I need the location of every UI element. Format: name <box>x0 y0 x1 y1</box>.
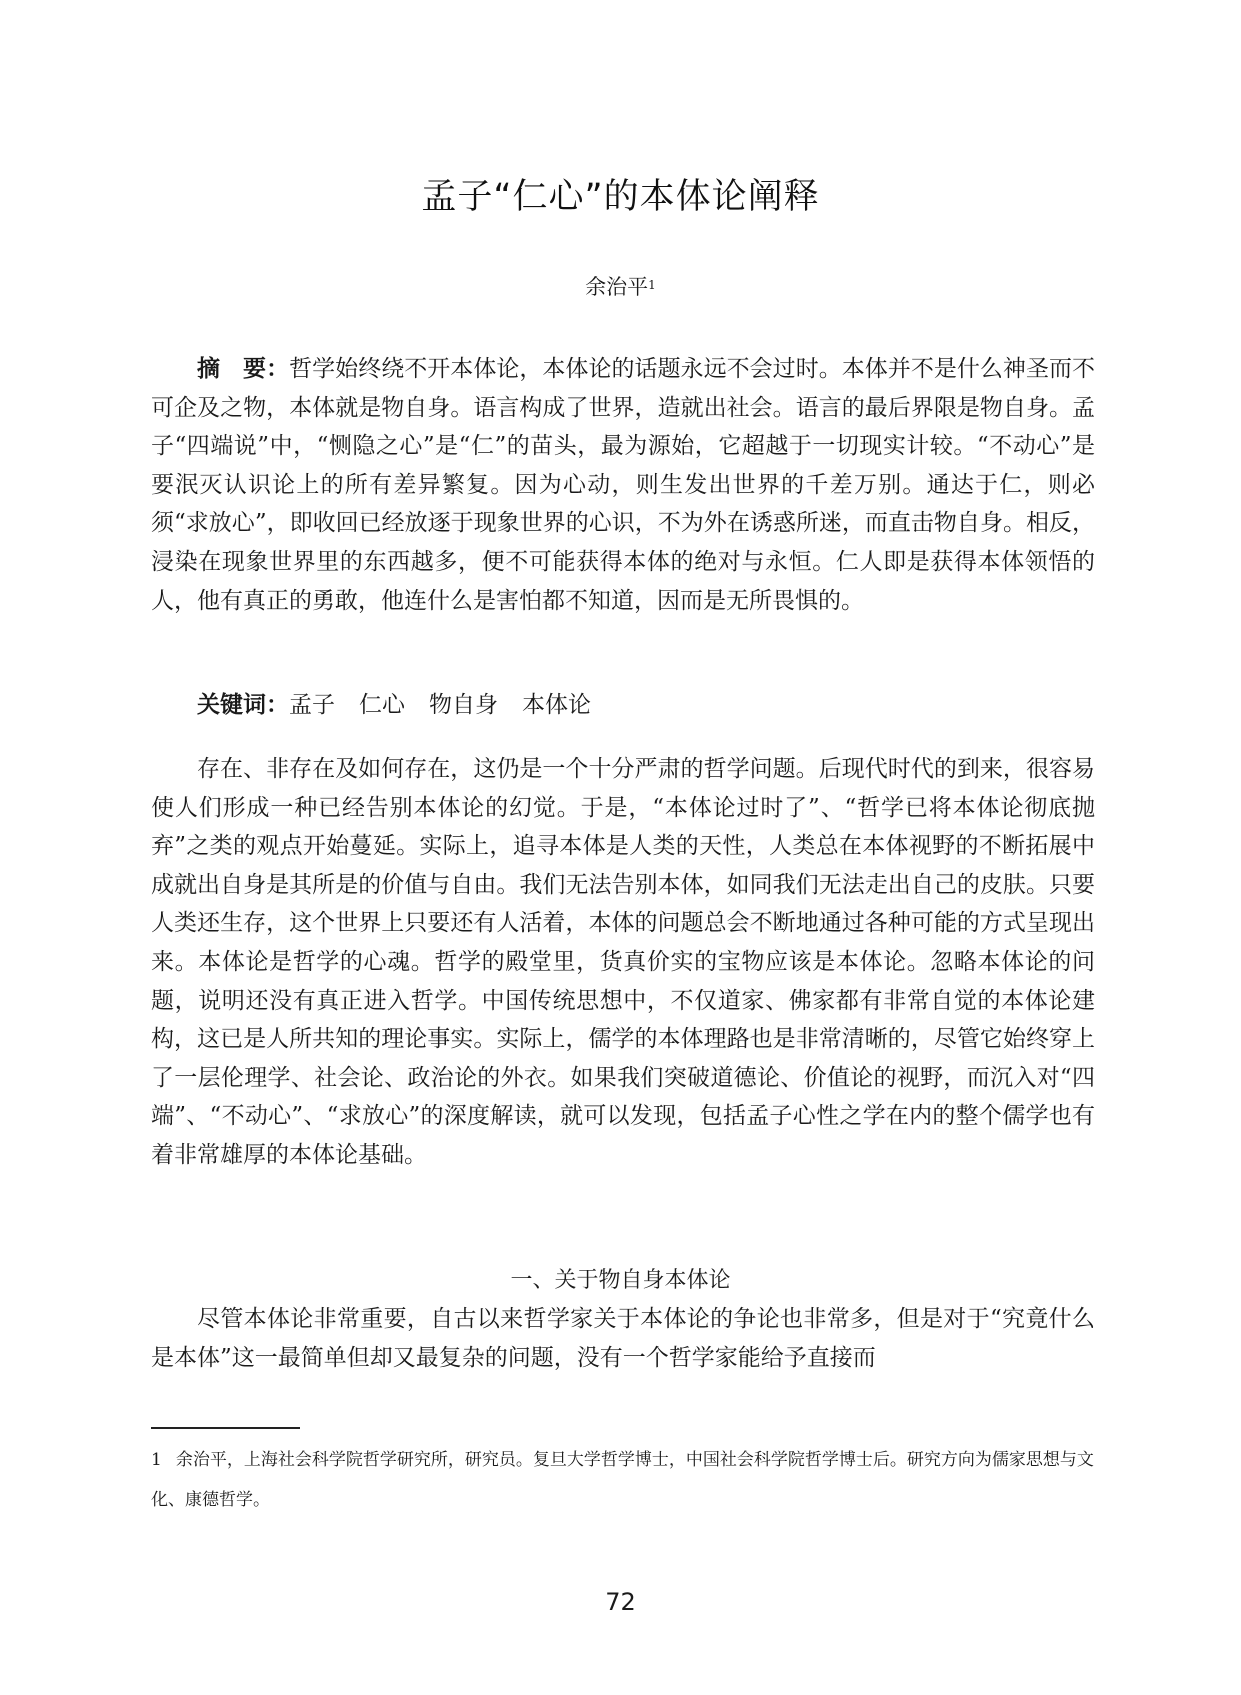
section-paragraph: 尽管本体论非常重要，自古以来哲学家关于本体论的争论也非常多，但是对于“究竟什么是本体”这一最简单但却又最复杂的问题，没有一个哲学家能给予直接而 <box>151 1306 1095 1371</box>
abstract-paragraph <box>151 350 1095 620</box>
page-number: 72 <box>605 1588 636 1616</box>
paper-title: 孟子“仁心”的本体论阐释 <box>421 177 820 217</box>
section-heading: 一、关于物自身本体论 <box>510 1268 731 1293</box>
keywords-section <box>151 686 1095 724</box>
intro-paragraph: 存在、非存在及如何存在，这仍是一个十分严肃的哲学问题。后现代时代的到来，很容易使人们形成一种已经告别本体论的幻觉。于是，“本体论过时了”、“哲学已将本体论彻底抛弃”之类的观点开始蔓延。实际上，追寻本体是人类的天性，人类总在本体视野的不断拓展中成就出自身是其所是的价值与自由。我们无法告别本体，如同我们无法走出自己的皮肤。只要人类还生存，这个世界上只要还有人活着，本体的问题总会不断地通过各种可能的方式呈现出来。本体论是哲学的心魂。哲学的殿堂里，货真价实的宝物应该是本体论。忽略本体论的问题，说明还没有真正进入哲学。中国传统思想中，不仅道家、佛家都有非常自觉的本体论建构，这已是人所共知的理论事实。实际上，儒学的本体理路也是非常清晰的，尽管它始终穿上了一层伦理学、社会论、政治论的外衣。如果我们突破道德论、价值论的视野，而沉入对“四端”、“不动心”、“求放心”的深度解读，就可以发现，包括孟子心性之学在内的整个儒学也有着非常雄厚的本体论基础。 <box>151 756 1095 1168</box>
author-line <box>0 272 1241 302</box>
keyword-item: 仁心 <box>359 692 405 718</box>
footnote-number: 1 <box>151 1450 162 1470</box>
keywords-label: 关键词： <box>197 692 289 718</box>
abstract-text: 哲学始终绕不开本体论，本体论的话题永远不会过时。本体并不是什么神圣而不可企及之物，本体就是物自身。语言构成了世界，造就出社会。语言的最后界限是物自身。孟子“四端说”中，“恻隐之心”是“仁”的苗头，最为源始，它超越于一切现实计较。“不动心”是要泯灭认识论上的所有差异繁复。因为心动，则生发出世界的千差万别。通达于仁，则必须“求放心”，即收回已经放逐于现象世界的心识，不为外在诱惑所迷，而直击物自身。相反，浸染在现象世界里的东西越多，便不可能获得本体的绝对与永恒。仁人即是获得本体领悟的人，他有真正的勇敢，他连什么是害怕都不知道，因而是无所畏惧的。 <box>151 356 1096 614</box>
keyword-item: 孟子 <box>289 692 335 718</box>
keyword-item: 物自身 <box>429 692 498 718</box>
author-footnote-ref: 1 <box>648 278 656 292</box>
intro-section <box>151 750 1095 1175</box>
section-body <box>151 1300 1095 1377</box>
footnote <box>151 1440 1095 1520</box>
footnote-text: 余治平，上海社会科学院哲学研究所，研究员。复旦大学哲学博士，中国社会科学院哲学博士后。研究方向为儒家思想与文化、康德哲学。 <box>151 1450 1094 1510</box>
keyword-item: 本体论 <box>522 692 591 718</box>
footnote-divider <box>151 1427 300 1429</box>
abstract-label: 摘 要： <box>197 356 290 382</box>
abstract-section <box>151 350 1095 620</box>
author-name: 余治平 <box>585 275 649 299</box>
